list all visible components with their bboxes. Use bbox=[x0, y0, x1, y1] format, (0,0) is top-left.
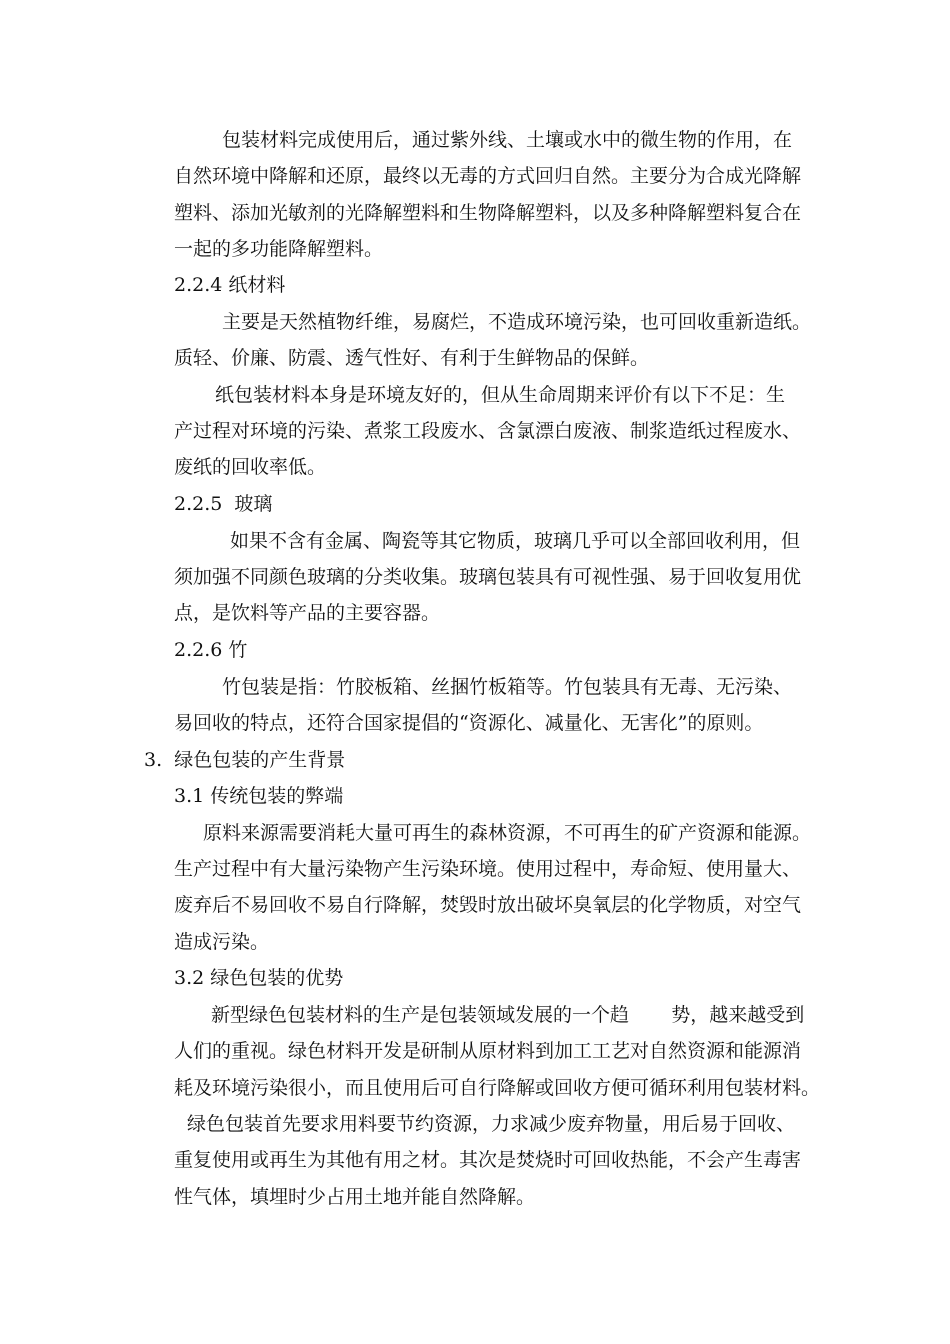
paragraph-line: 新型绿色包装材料的生产是包装领域发展的一个趋 势，越来越受到 bbox=[211, 1004, 805, 1026]
paragraph-line: 点，是饮料等产品的主要容器。 bbox=[174, 602, 441, 624]
section-heading: 2.2.4 纸材料 bbox=[174, 274, 286, 296]
paragraph-line: 性气体，填埋时少占用土地并能自然降解。 bbox=[174, 1186, 536, 1208]
paragraph-line: 竹包装是指：竹胶板箱、丝捆竹板箱等。竹包装具有无毒、无污染、 bbox=[222, 676, 793, 698]
paragraph-line: 废弃后不易回收不易自行降解，焚毁时放出破坏臭氧层的化学物质，对空气 bbox=[174, 894, 802, 916]
paragraph-line: 自然环境中降解和还原，最终以无毒的方式回归自然。主要分为合成光降解 bbox=[174, 165, 802, 187]
section-heading: 2.2.6 竹 bbox=[174, 639, 248, 661]
paragraph-line: 产过程对环境的污染、煮浆工段废水、含氯漂白废液、制浆造纸过程废水、 bbox=[174, 420, 802, 442]
paragraph-line: 包装材料完成使用后，通过紫外线、土壤或水中的微生物的作用，在 bbox=[222, 129, 793, 151]
paragraph-line: 废纸的回收率低。 bbox=[174, 456, 327, 478]
paragraph-line: 重复使用或再生为其他有用之材。其次是焚烧时可回收热能，不会产生毒害 bbox=[174, 1149, 802, 1171]
paragraph-line: 绿色包装首先要求用料要节约资源，力求减少废弃物量，用后易于回收、 bbox=[187, 1113, 796, 1135]
paragraph-line: 质轻、价廉、防震、透气性好、有利于生鲜物品的保鲜。 bbox=[174, 347, 650, 369]
paragraph-line: 生产过程中有大量污染物产生污染环境。使用过程中，寿命短、使用量大、 bbox=[174, 858, 802, 880]
paragraph-line: 人们的重视。绿色材料开发是研制从原材料到加工工艺对自然资源和能源消 bbox=[174, 1040, 802, 1062]
paragraph-line: 易回收的特点，还符合国家提倡的“资源化、减量化、无害化”的原则。 bbox=[174, 712, 764, 734]
paragraph-line: 原料来源需要消耗大量可再生的森林资源，不可再生的矿产资源和能源。 bbox=[203, 822, 812, 844]
paragraph-line: 须加强不同颜色玻璃的分类收集。玻璃包装具有可视性强、易于回收复用优 bbox=[174, 566, 802, 588]
paragraph-line: 耗及环境污染很小，而且使用后可自行降解或回收方便可循环利用包装材料。 bbox=[174, 1077, 821, 1099]
chapter-heading: 3. 绿色包装的产生背景 bbox=[144, 749, 346, 771]
section-heading: 3.1 传统包装的弊端 bbox=[174, 785, 344, 807]
paragraph-line: 一起的多功能降解塑料。 bbox=[174, 238, 384, 260]
paragraph-line: 纸包装材料本身是环境友好的，但从生命周期来评价有以下不足：生 bbox=[215, 384, 786, 406]
section-heading: 2.2.5 玻璃 bbox=[174, 493, 273, 515]
paragraph-line: 造成污染。 bbox=[174, 931, 270, 953]
paragraph-line: 如果不含有金属、陶瓷等其它物质，玻璃几乎可以全部回收利用，但 bbox=[230, 530, 801, 552]
section-heading: 3.2 绿色包装的优势 bbox=[174, 967, 344, 989]
paragraph-line: 主要是天然植物纤维，易腐烂，不造成环境污染，也可回收重新造纸。 bbox=[222, 311, 812, 333]
paragraph-line: 塑料、添加光敏剂的光降解塑料和生物降解塑料，以及多种降解塑料复合在 bbox=[174, 202, 802, 224]
